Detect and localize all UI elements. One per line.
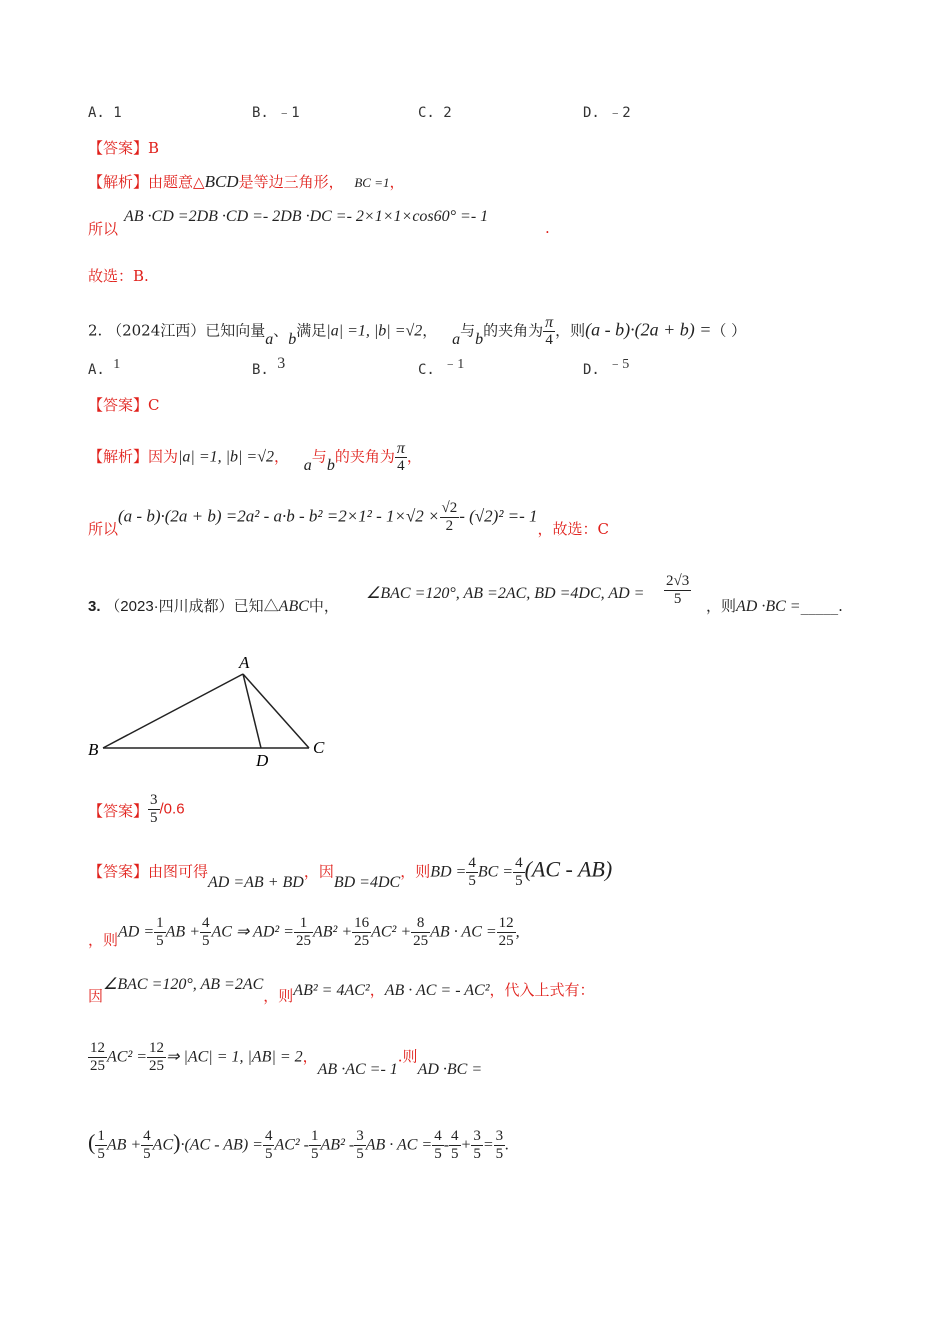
comma: ， (406, 447, 422, 466)
fraction (263, 1128, 275, 1163)
condition-formula: |a| =1, |b| =√2 (326, 322, 423, 340)
denominator: 25 (149, 1058, 165, 1074)
denominator: 5 (451, 1146, 459, 1162)
numerator: 2√3 (666, 573, 690, 589)
angle-fraction (395, 440, 407, 475)
option-d: D. ﹣2 (583, 105, 631, 121)
side-ac (243, 674, 309, 748)
option-c: C. 2 (418, 105, 452, 121)
option-c (418, 357, 465, 381)
fraction (497, 915, 516, 950)
option-value: ﹣1 (443, 357, 465, 372)
fraction (309, 1128, 321, 1163)
denominator: 5 (150, 810, 158, 826)
option-b: B. ﹣1 (252, 105, 300, 121)
formula: AB · AC = (365, 1136, 433, 1154)
because: 因为 (148, 447, 179, 466)
numerator: 4 (264, 1128, 273, 1144)
answer-line (88, 792, 185, 827)
blank: _____. (800, 597, 843, 615)
answer-tag: 【答案】 (88, 139, 149, 157)
sqrt-fraction (440, 500, 460, 535)
stem-prefix: 2. （2024江西）已知向量 (88, 321, 266, 340)
fraction (411, 915, 430, 950)
formula: AC² + (371, 923, 412, 941)
denominator: 5 (495, 1146, 504, 1162)
question-3-stem (88, 596, 339, 617)
fraction (95, 1128, 107, 1163)
source: （2023·四川成都）已知△ (105, 598, 279, 615)
fraction (352, 915, 371, 950)
conclusion: 故选：B. (88, 267, 149, 285)
ask-text: ，则 (706, 597, 737, 615)
numerator: 4 (201, 915, 210, 931)
zhong: 中， (308, 597, 339, 615)
numerator: 1 (156, 915, 164, 931)
answer-line (88, 138, 159, 158)
condition-label: 满足 (296, 321, 327, 340)
formula: AC² = (107, 1048, 148, 1066)
solution-line-5 (88, 1128, 509, 1163)
denominator: 5 (515, 873, 523, 889)
solution-line-3 (88, 976, 595, 1005)
numerator: 12 (149, 1040, 165, 1056)
answer-tag: 【答案】 (88, 396, 149, 414)
option-letter: A. (88, 362, 114, 378)
text: ， (369, 981, 385, 999)
angle-text: 的夹角为 (334, 447, 395, 466)
numerator: 3 (495, 1128, 504, 1144)
dot-product-formula: AB ·CD =2DB ·CD =- 2DB ·DC =- 2×1×1×cos60° =- 1 (124, 208, 489, 225)
angle-fraction (543, 314, 555, 349)
formula: AB² = 4AC² (293, 982, 370, 999)
text: 由图可得 (148, 862, 209, 881)
analysis-text: 由题意△ (148, 173, 205, 191)
denominator: 25 (90, 1058, 105, 1074)
paren-close: ) (173, 1129, 181, 1155)
option-letter: B. (252, 362, 278, 378)
solution-line-2 (88, 915, 520, 950)
label-d: D (256, 751, 269, 770)
answer-fraction (148, 792, 160, 827)
label-b: B (88, 740, 99, 759)
formula: AD = (118, 923, 155, 941)
analysis-line (88, 172, 405, 193)
numerator: 1 (294, 915, 313, 933)
denominator: 25 (413, 933, 429, 949)
condition-formula: |a| =1, |b| =√2 (178, 448, 274, 466)
fraction (354, 1128, 366, 1163)
solution-line-4 (88, 1040, 483, 1078)
denominator: 5 (156, 933, 164, 949)
ask-expression: AD ·BC = (736, 598, 801, 615)
formula: AD ·BC = (417, 1060, 483, 1078)
and-text: 与 (460, 321, 476, 340)
numerator: 4 (143, 1128, 151, 1144)
formula-tail: - (√2)² =- 1 (459, 506, 538, 526)
formula: (AC - AB) (524, 856, 613, 882)
fraction (88, 1040, 107, 1075)
conclusion: ，故选：C (537, 519, 610, 538)
numerator: 12 (498, 915, 514, 931)
numerator: 3 (356, 1128, 364, 1144)
fraction (449, 1128, 461, 1163)
denominator: 5 (311, 1146, 319, 1162)
expression: (a - b)·(2a + b) = (585, 319, 712, 340)
text: ，则 (400, 862, 431, 881)
answer-decimal: /0.6 (159, 800, 185, 818)
fraction (154, 915, 166, 950)
denominator: 25 (354, 933, 370, 949)
given-conditions: ∠BAC =120°, AB =2AC, BD =4DC, AD = (366, 585, 645, 602)
angle-text: 的夹角为 (483, 321, 544, 340)
option-value: 1 (113, 357, 121, 372)
separator: 、 (273, 321, 289, 340)
triangle-figure (85, 650, 335, 775)
numerator: √2 (441, 500, 458, 516)
numerator: 1 (97, 1128, 105, 1144)
denominator: 5 (468, 873, 476, 889)
numerator: 3 (473, 1128, 481, 1144)
fraction (513, 855, 525, 890)
numerator: 4 (434, 1128, 442, 1144)
analysis-tag: 【解析】 (88, 173, 149, 191)
denominator: 25 (498, 933, 514, 949)
numerator: 1 (311, 1128, 319, 1144)
period: . (505, 1136, 510, 1154)
denominator: 5 (97, 1146, 105, 1162)
formula: AD =AB + BD (208, 873, 304, 891)
formula: AB · AC = (430, 923, 497, 941)
denominator: 5 (473, 1146, 481, 1162)
ad-fraction (664, 573, 691, 608)
then-text: ，则 (555, 321, 586, 340)
denominator: 5 (673, 591, 682, 607)
formula: AB ·AC =- 1 (317, 1060, 398, 1078)
formula: BD =4DC (333, 873, 401, 891)
numerator: π (545, 314, 554, 331)
formula: BC = (477, 863, 514, 881)
formula: BD = (430, 863, 467, 881)
comma: ， (422, 321, 438, 340)
ask-line (706, 596, 843, 617)
label-a: A (239, 653, 250, 672)
formula: ∠BAC =120°, AB =2AC (103, 976, 264, 993)
denominator: 5 (356, 1146, 364, 1162)
label-c: C (313, 738, 325, 757)
analysis-line (88, 440, 422, 475)
numerator: 4 (468, 855, 476, 871)
side-ab (103, 674, 243, 748)
operator: = (482, 1136, 494, 1154)
operator: + (460, 1136, 472, 1154)
numerator: 3 (150, 792, 158, 808)
formula: AC² - (274, 1136, 310, 1154)
and-text: 与 (311, 447, 327, 466)
denominator: 5 (143, 1146, 151, 1162)
fraction (494, 1128, 506, 1163)
numerator: 16 (354, 915, 370, 931)
answer-tag: 【答案】 (88, 801, 149, 820)
formula: AC ⇒ AD² = (211, 923, 294, 941)
numerator: 12 (90, 1040, 105, 1056)
answer-value: B (148, 139, 160, 157)
numerator: 8 (411, 915, 430, 933)
vector-a: a (265, 330, 274, 348)
formula: AB + (106, 1136, 142, 1154)
formula: ⇒ |AC| = 1, |AB| = 2 (166, 1048, 303, 1066)
fraction (141, 1128, 153, 1163)
formula: AB² - (320, 1136, 355, 1154)
comma: ， (274, 447, 290, 466)
paren-open: ( (88, 1129, 96, 1155)
expand-formula: (a - b)·(2a + b) =2a² - a·b - b² =2×1² - 1×√2 × (118, 506, 440, 526)
formula: ·(AC - AB) = (180, 1136, 263, 1154)
solution-tag: 【答案】 (88, 862, 149, 881)
vector-b: b (288, 330, 297, 348)
option-letter: C. (418, 362, 444, 378)
so-label: 所以 (88, 519, 119, 538)
solution-line-1 (88, 855, 612, 890)
vector-b: b (326, 456, 335, 474)
denominator: 4 (397, 458, 405, 474)
text: .则 (397, 1047, 418, 1066)
text: ， (302, 1047, 318, 1066)
numerator: π (396, 440, 405, 457)
comma: ， (389, 173, 405, 191)
text: ，则 (263, 987, 294, 1005)
vector-a: a (303, 456, 312, 474)
answer-line (88, 395, 160, 415)
question-2-stem (88, 314, 746, 349)
answer-paren: （ ） (711, 321, 747, 340)
option-value: ﹣5 (608, 357, 630, 372)
text: ，则 (88, 930, 119, 949)
option-letter: D. (583, 362, 609, 378)
bc-equation: BC =1 (354, 175, 390, 190)
fraction (471, 1128, 483, 1163)
period: . (545, 219, 550, 237)
so-line (88, 500, 610, 538)
operator: - (443, 1136, 450, 1154)
fraction (432, 1128, 444, 1163)
fraction (466, 855, 478, 890)
option-a (88, 357, 121, 381)
numerator: 4 (515, 855, 523, 871)
denominator: 25 (295, 933, 311, 949)
formula: AB · AC = - AC² (384, 982, 490, 999)
so-label: 所以 (88, 220, 119, 238)
analysis-text-2: 是等边三角形， (238, 173, 344, 191)
denominator: 5 (434, 1146, 442, 1162)
fraction (147, 1040, 166, 1075)
denominator: 4 (545, 332, 553, 348)
triangle-name: ABC (278, 598, 309, 615)
vector-b-2: b (475, 330, 484, 348)
fraction (294, 915, 313, 950)
analysis-tag: 【解析】 (88, 447, 149, 466)
text: ，因 (303, 862, 334, 881)
denominator: 5 (264, 1146, 273, 1162)
comma: , (515, 923, 520, 941)
option-a: A. 1 (88, 105, 122, 121)
fraction (200, 915, 212, 950)
text: 因 (88, 987, 104, 1005)
option-b (252, 355, 286, 380)
formula: AB + (165, 923, 200, 941)
denominator: 2 (445, 518, 454, 534)
text: ，代入上式有： (489, 981, 595, 999)
option-value: 3 (277, 355, 286, 372)
denominator: 5 (201, 933, 210, 949)
formula: AB² + (312, 923, 353, 941)
vector-a-2: a (452, 330, 461, 348)
question-number: 3. (88, 598, 101, 615)
formula: AC (152, 1136, 174, 1154)
option-d (583, 357, 630, 381)
triangle-name: BCD (204, 172, 239, 191)
answer-value: C (148, 396, 160, 414)
numerator: 4 (451, 1128, 459, 1144)
